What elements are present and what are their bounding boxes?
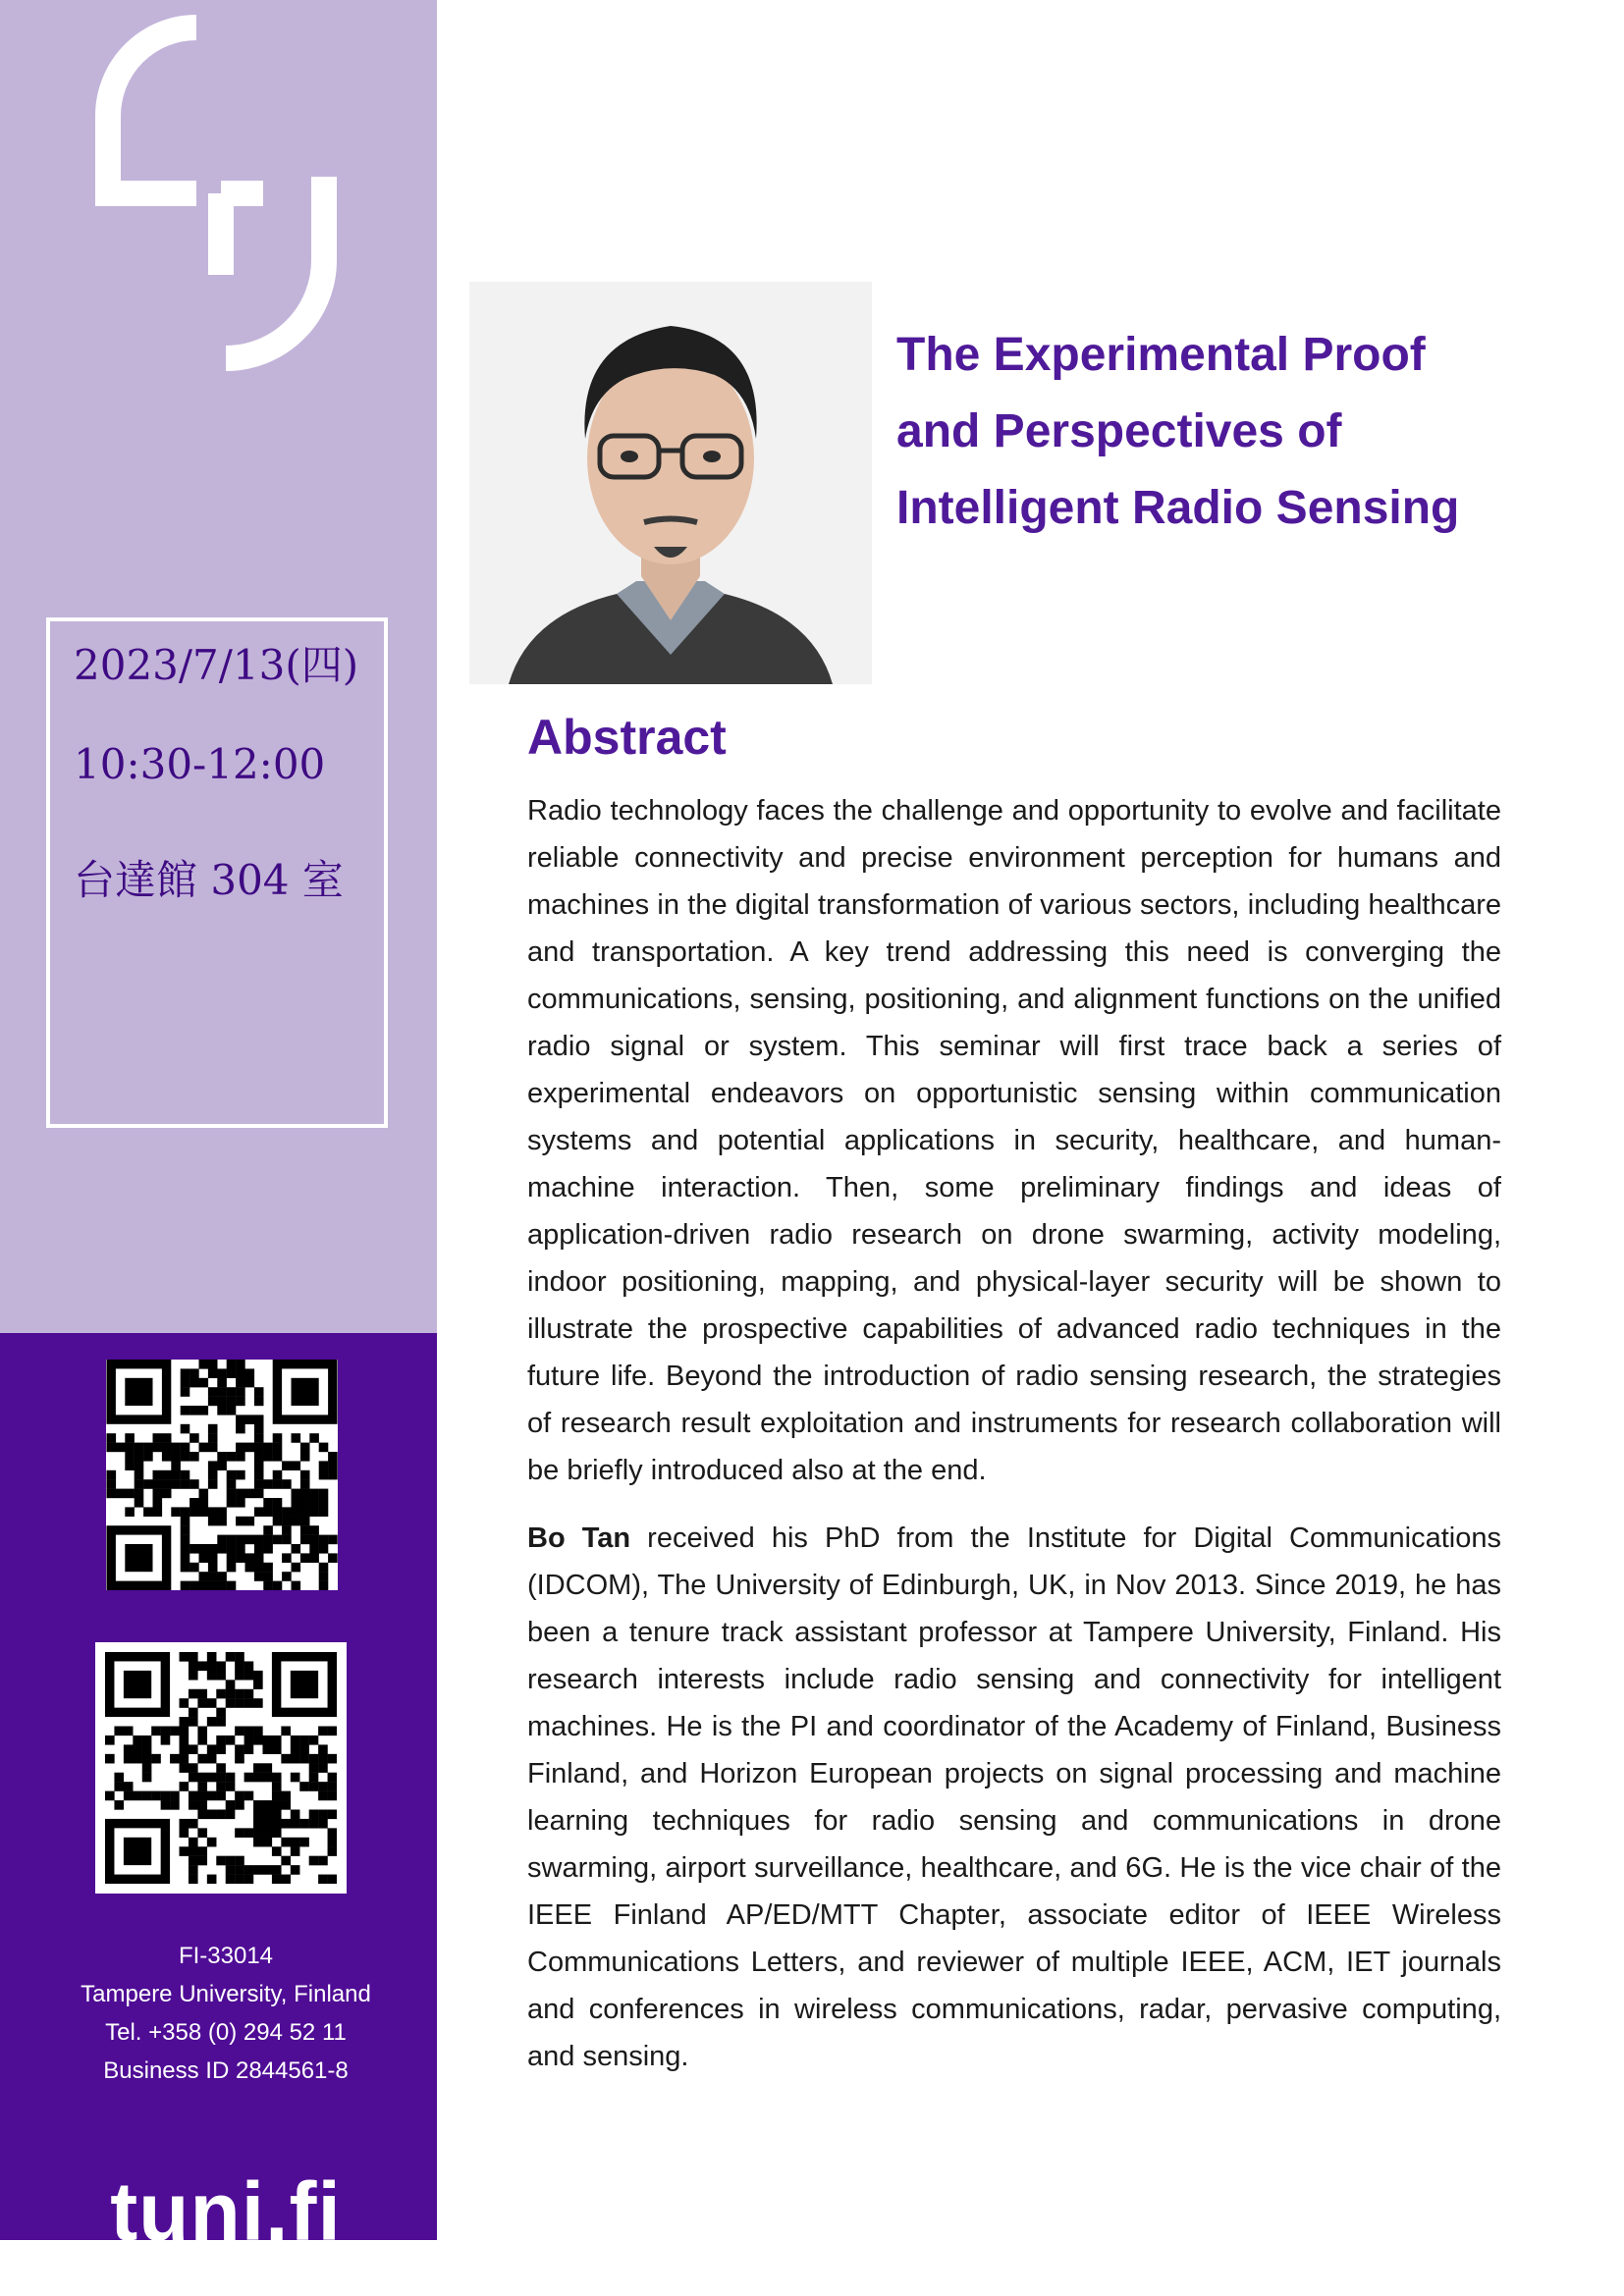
title-line: and Perspectives of bbox=[896, 405, 1342, 457]
speaker-bio-text: received his PhD from the Institute for Digital Communications (IDCOM), The University of Edinburgh, UK, in Nov 2013. Since 2019, he has been a tenure track assistant professor at Tampere University, Finland. His research interests include radio sensing and connectivity for intelligent machines. He is the PI and coordinator of the Academy of Finland, Business Finland, and Horizon European projects on signal processing and machine learning techniques for radio sensing and communications in drone swarming, airport surveillance, healthcare, and 6G. He is the vice chair of the IEEE Finland AP/ED/MTT Chapter, associate editor of IEEE Wireless Communications Letters, and reviewer of multiple IEEE, ACM, IET journals and conferences in wireless communications, radar, pervasive computing, and sensing. bbox=[527, 1522, 1501, 2072]
speaker-name: Bo Tan bbox=[527, 1522, 631, 1554]
event-room: 台達館 304 室 bbox=[74, 856, 344, 904]
speaker-bio bbox=[527, 1515, 1501, 2080]
university-logo-icon bbox=[83, 10, 358, 373]
talk-title bbox=[896, 317, 1584, 547]
contact-address bbox=[0, 1937, 452, 2090]
business-id: Business ID 2844561-8 bbox=[103, 2057, 349, 2084]
qr-code-icon[interactable] bbox=[95, 1642, 347, 1894]
website-link[interactable]: tuni.fi bbox=[110, 2165, 342, 2258]
telephone: Tel. +358 (0) 294 52 11 bbox=[105, 2019, 347, 2046]
qr-code-icon[interactable] bbox=[106, 1360, 338, 1590]
abstract-heading: Abstract bbox=[527, 710, 727, 765]
event-info-box bbox=[46, 617, 388, 1128]
abstract-body: Radio technology faces the challenge and opportunity to evolve and facilitate reliable connectivity and precise environment perception for humans and machines in the digital transformation of various sectors, including healthcare and transportation. A key trend addressing this need is converging the communications, sensing, positioning, and alignment functions on the unified radio signal or system. This seminar will first trace back a series of experimental endeavors on opportunistic sensing within communication systems and potential applications in security, healthcare, and human-machine interaction. Then, some preliminary findings and ideas of application-driven radio research on drone swarming, activity modeling, indoor positioning, mapping, and physical-layer security will be shown to illustrate the prospective capabilities of advanced radio techniques in the future life. Beyond the introduction of radio sensing research, the strategies of research result exploitation and instruments for research collaboration will be briefly introduced also at the end. bbox=[527, 795, 1501, 1486]
title-line: The Experimental Proof bbox=[896, 329, 1426, 381]
event-date: 2023/7/13(四) bbox=[74, 641, 359, 689]
title-line: Intelligent Radio Sensing bbox=[896, 482, 1460, 534]
speaker-photo bbox=[469, 282, 872, 684]
institution-name: Tampere University, Finland bbox=[81, 1981, 371, 2007]
event-time: 10:30-12:00 bbox=[74, 740, 326, 788]
postal-code: FI-33014 bbox=[178, 1943, 274, 1969]
